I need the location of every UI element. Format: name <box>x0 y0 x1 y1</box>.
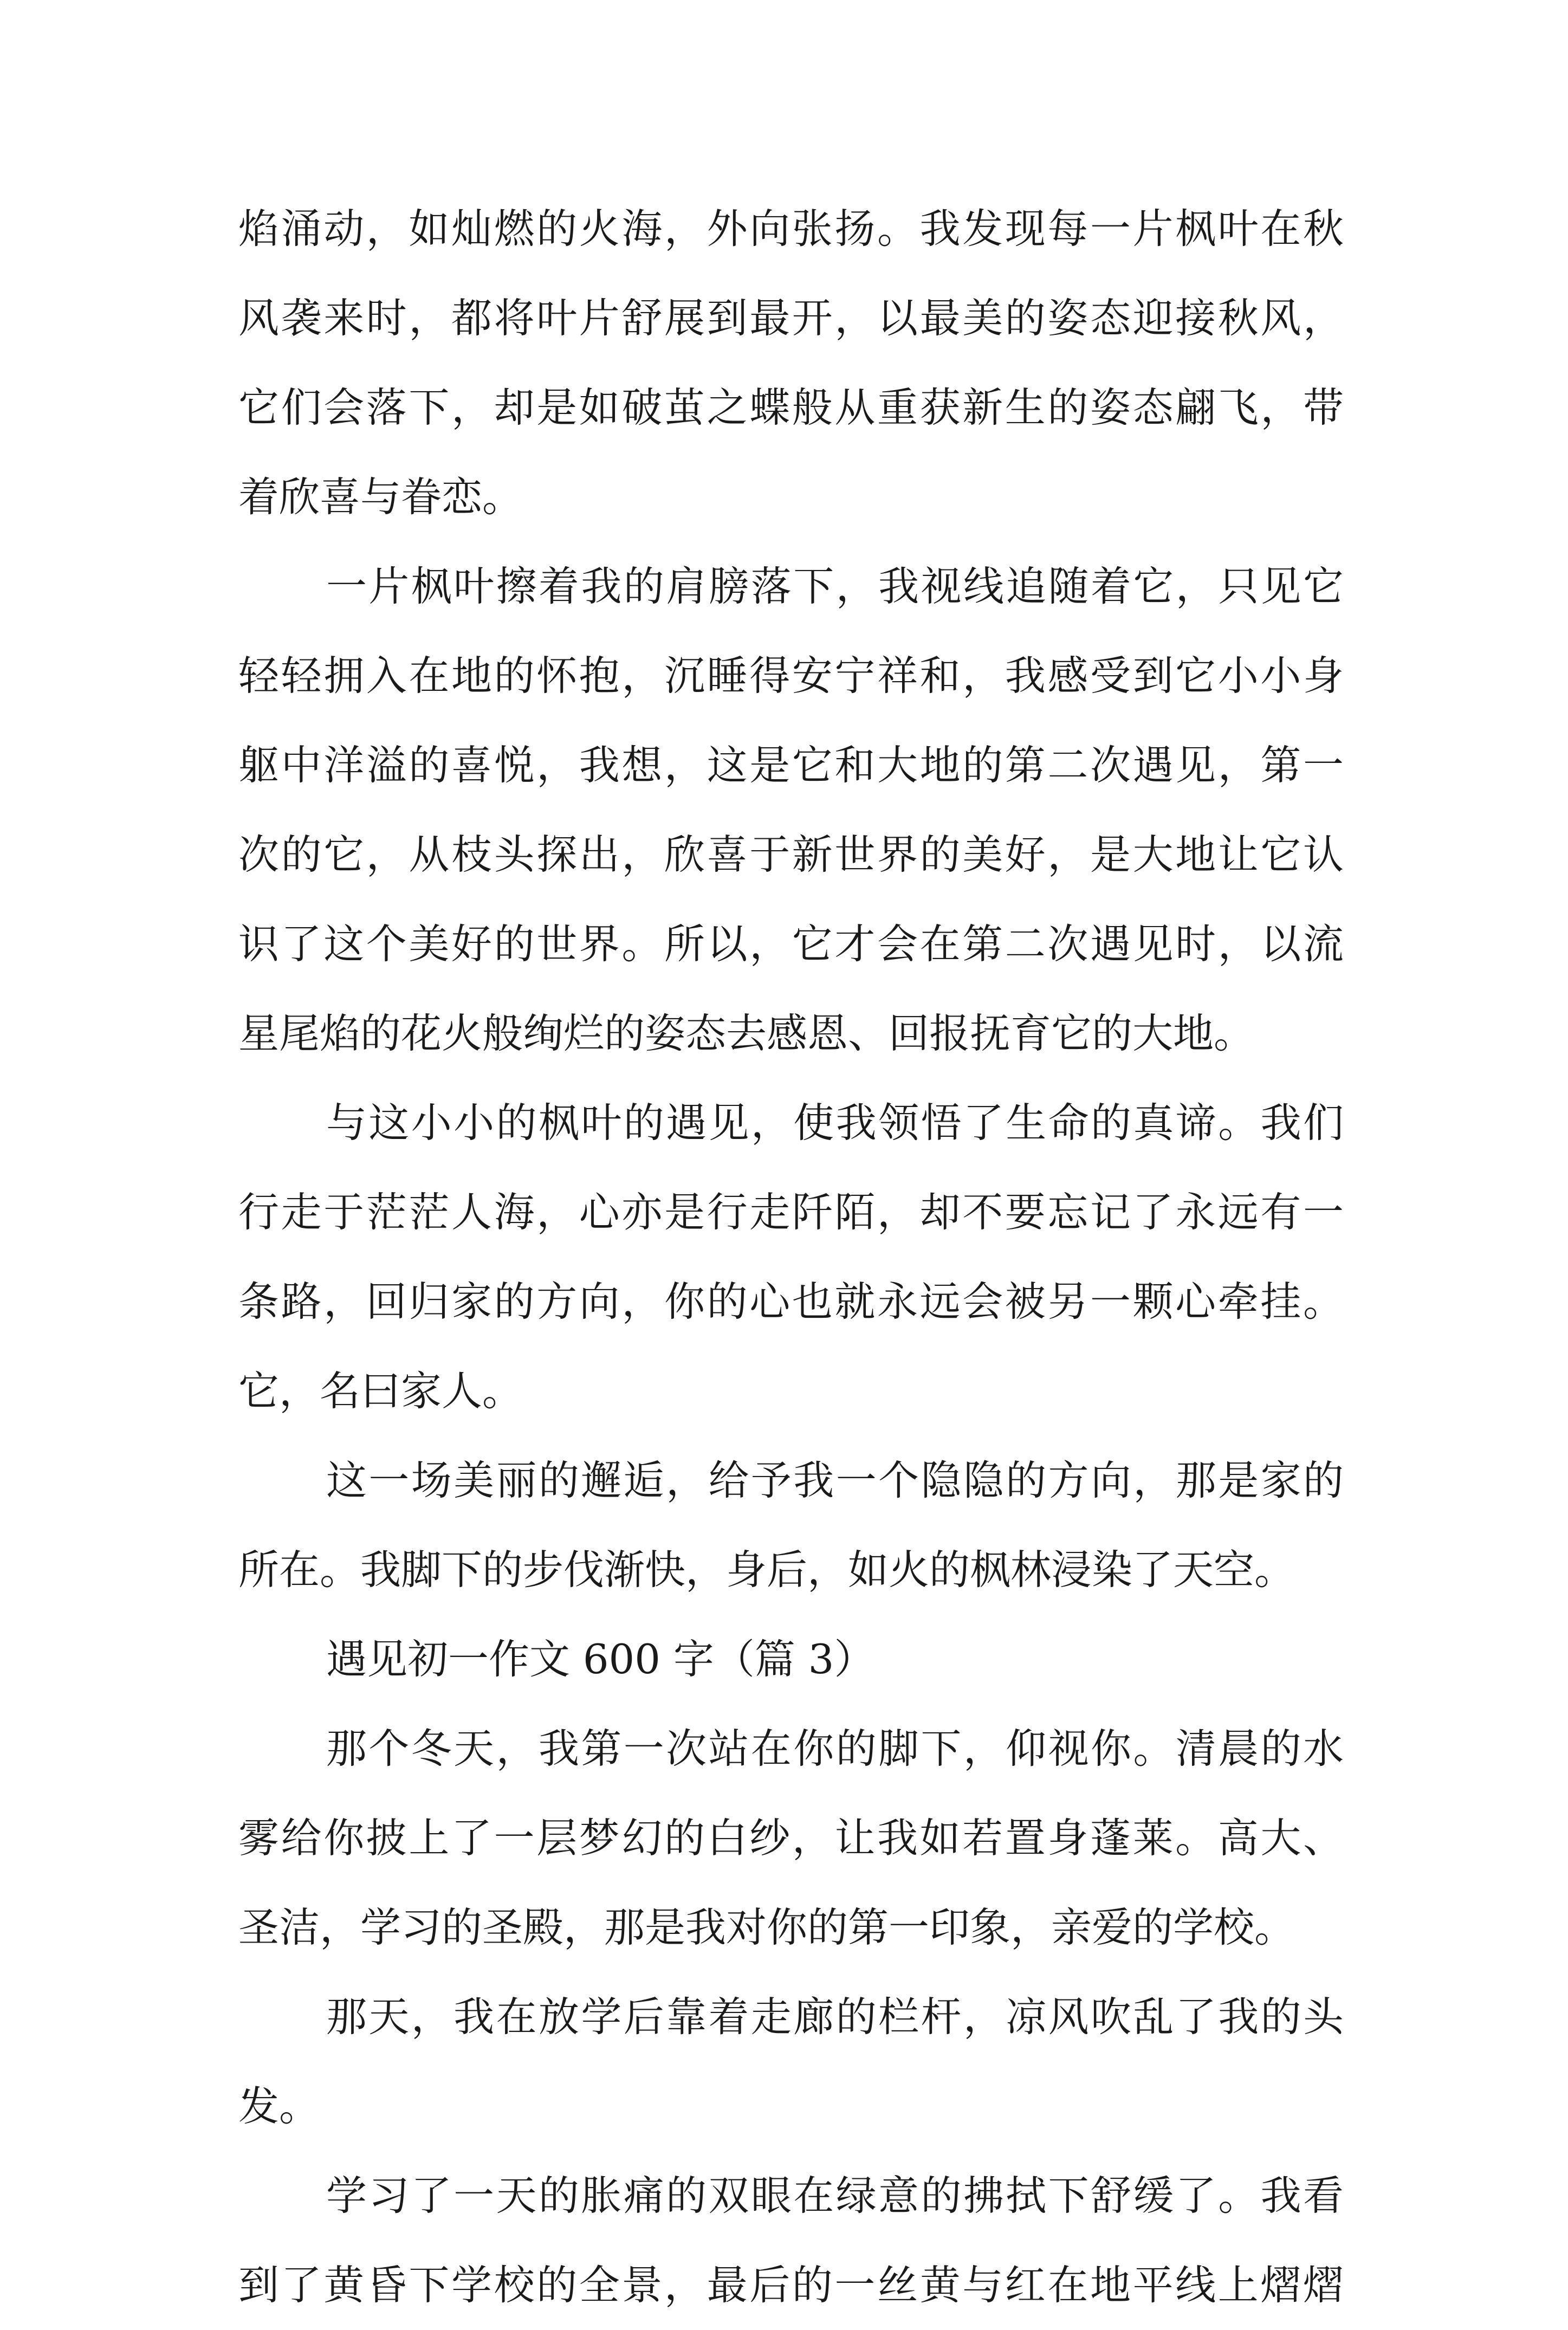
paragraph <box>238 1078 1344 1436</box>
paragraph <box>238 1436 1344 1615</box>
paragraph <box>238 542 1344 1078</box>
text-line: 焰涌动，如灿燃的火海，外向张扬。我发现每一片枫叶在秋 <box>238 205 1344 253</box>
text-line: 条路，回归家的方向，你的心也就永远会被另一颗心牵挂。 <box>238 1278 1344 1325</box>
text-line: 这一场美丽的邂逅，给予我一个隐隐的方向，那是家的 <box>326 1457 1344 1504</box>
text-line: 星尾焰的花火般绚烂的姿态去感恩、回报抚育它的大地。 <box>238 1009 1255 1057</box>
text-line: 与这小小的枫叶的遇见，使我领悟了生命的真谛。我们 <box>326 1099 1344 1147</box>
text-line: 所在。我脚下的步伐渐快，身后，如火的枫林浸染了天空。 <box>238 1546 1295 1594</box>
text-line: 到了黄昏下学校的全景，最后的一丝黄与红在地平线上熠熠 <box>238 2261 1344 2309</box>
text-line: 雾给你披上了一层梦幻的白纱，让我如若置身蓬莱。高大、 <box>238 1814 1344 1862</box>
text-line: 识了这个美好的世界。所以，它才会在第二次遇见时，以流 <box>238 920 1344 968</box>
text-line: 那天，我在放学后靠着走廊的栏杆，凉风吹乱了我的头 <box>326 1993 1344 2041</box>
document-body <box>238 184 1344 2330</box>
text-line: 着欣喜与眷恋。 <box>238 473 523 521</box>
text-line: 那个冬天，我第一次站在你的脚下，仰视你。清晨的水 <box>326 1725 1344 1772</box>
section-heading: 遇见初一作文 600 字（篇 3） <box>326 1635 875 1683</box>
text-line: 躯中洋溢的喜悦，我想，这是它和大地的第二次遇见，第一 <box>238 741 1344 789</box>
text-line: 它们会落下，却是如破茧之蝶般从重获新生的姿态翩飞，带 <box>238 384 1344 431</box>
paragraph <box>238 184 1344 542</box>
text-line: 发。 <box>238 2082 320 2130</box>
paragraph <box>238 1972 1344 2151</box>
text-line: 风袭来时，都将叶片舒展到最开，以最美的姿态迎接秋风， <box>238 294 1344 342</box>
text-line: 圣洁，学习的圣殿，那是我对你的第一印象，亲爱的学校。 <box>238 1904 1295 1951</box>
text-line: 行走于茫茫人海，心亦是行走阡陌，却不要忘记了永远有一 <box>238 1188 1344 1236</box>
text-line: 学习了一天的胀痛的双眼在绿意的拂拭下舒缓了。我看 <box>326 2172 1344 2219</box>
text-line: 它，名曰家人。 <box>238 1367 523 1415</box>
paragraph <box>238 2151 1344 2330</box>
text-line: 次的它，从枝头探出，欣喜于新世界的美好，是大地让它认 <box>238 831 1344 878</box>
text-line: 轻轻拥入在地的怀抱，沉睡得安宁祥和，我感受到它小小身 <box>238 652 1344 700</box>
text-line: 一片枫叶擦着我的肩膀落下，我视线追随着它，只见它 <box>326 562 1344 610</box>
paragraph <box>238 1704 1344 1972</box>
